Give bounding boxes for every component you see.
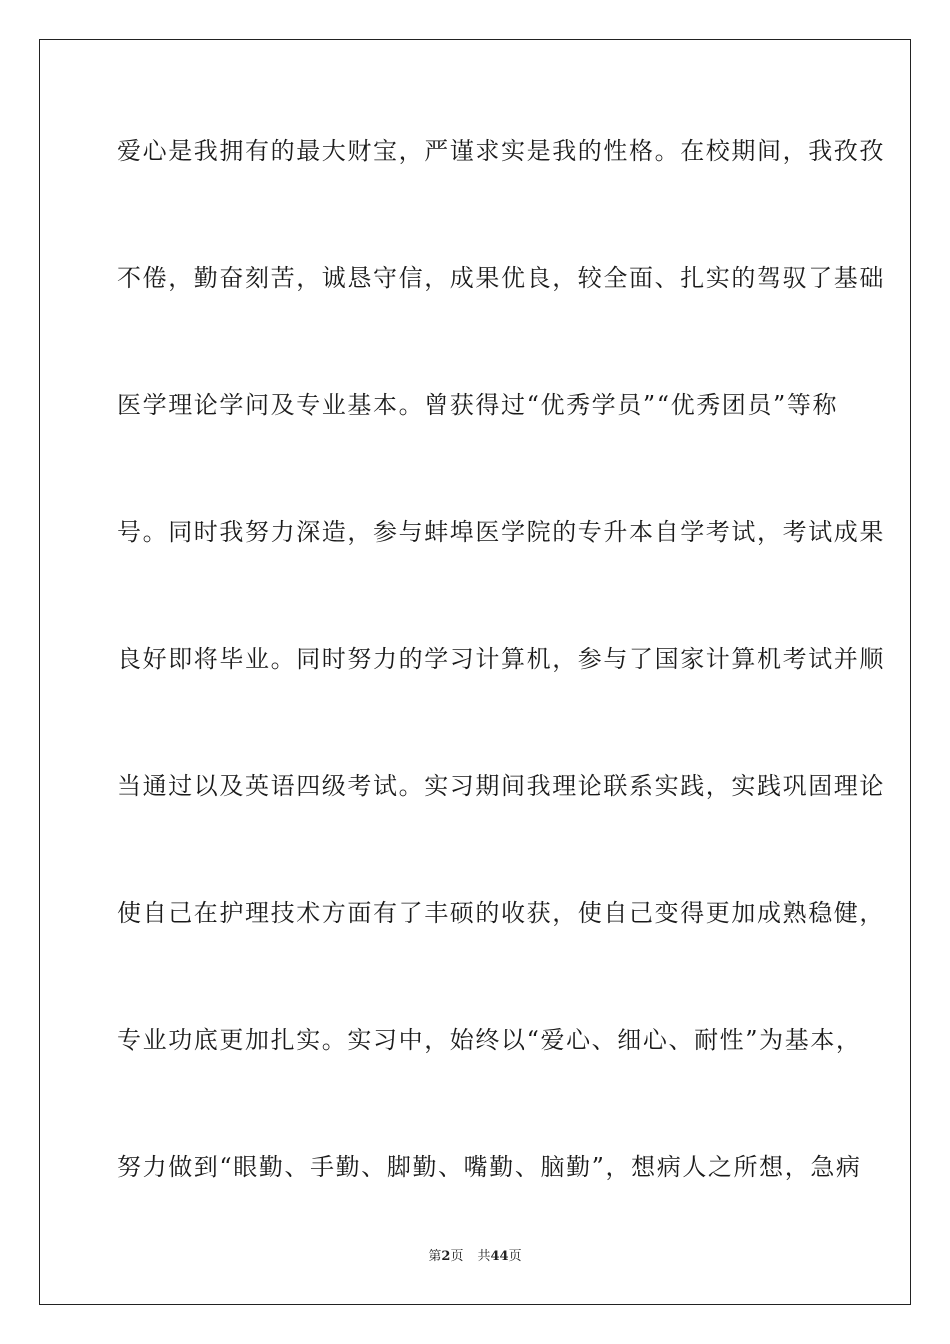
text-line: 使自己在护理技术方面有了丰硕的收获，使自己变得更加成熟稳健， xyxy=(117,899,885,927)
text-line: 不倦，勤奋刻苦，诚恳守信，成果优良，较全面、扎实的驾驭了基础 xyxy=(117,264,885,292)
current-page-number: 2 xyxy=(441,1249,451,1264)
text-line: 医学理论学问及专业基本。曾获得过“优秀学员”“优秀团员”等称 xyxy=(117,391,839,419)
total-pages-label: 共44页 xyxy=(477,1249,522,1264)
text-line: 努力做到“眼勤、手勤、脚勤、嘴勤、脑勤”，想病人之所想，急病 xyxy=(117,1153,862,1181)
text-line: 专业功底更加扎实。实习中，始终以“爱心、细心、耐性”为基本， xyxy=(117,1026,862,1054)
page-footer xyxy=(0,1248,950,1266)
page-number-label: 第2页 xyxy=(428,1249,464,1264)
document-body xyxy=(117,126,885,1269)
text-line: 爱心是我拥有的最大财宝，严谨求实是我的性格。在校期间，我孜孜 xyxy=(117,137,885,165)
text-line: 当通过以及英语四级考试。实习期间我理论联系实践，实践巩固理论 xyxy=(117,772,885,800)
total-pages-number: 44 xyxy=(490,1249,509,1264)
text-line: 良好即将毕业。同时努力的学习计算机，参与了国家计算机考试并顺 xyxy=(117,645,885,673)
text-line: 号。同时我努力深造，参与蚌埠医学院的专升本自学考试，考试成果 xyxy=(117,518,885,546)
